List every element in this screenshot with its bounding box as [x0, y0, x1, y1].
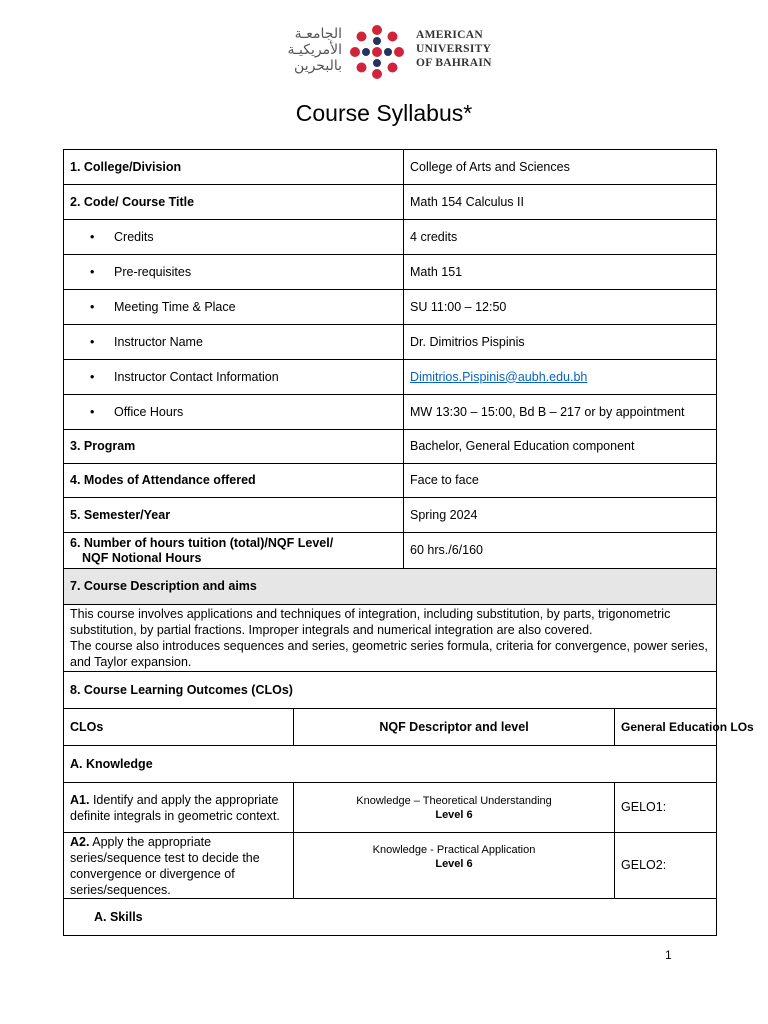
code-label: 2. Code/ Course Title — [64, 185, 404, 220]
clo-a2-gelo: GELO2: — [615, 833, 717, 899]
program-label: 3. Program — [64, 430, 404, 464]
office-label: Office Hours — [114, 404, 184, 419]
clo-a1-gelo: GELO1: — [615, 783, 717, 833]
prereq-label: Pre-requisites — [114, 264, 192, 279]
meeting-label-cell — [64, 290, 404, 325]
logo-english-name: AMERICAN UNIVERSITY OF BAHRAIN — [416, 29, 492, 69]
semester-value: Spring 2024 — [404, 498, 717, 533]
clos-heading: 8. Course Learning Outcomes (CLOs) — [64, 672, 717, 709]
clo-a1-cell — [64, 783, 294, 833]
hours-label-line-2: NQF Notional Hours — [82, 550, 202, 565]
gelo-column-header: General Education LOs — [615, 709, 717, 746]
nqf-column-header: NQF Descriptor and level — [294, 709, 615, 746]
office-label-cell — [64, 395, 404, 430]
description-text-2: The course also introduces sequences and series, geometric series formula, criteria for convergence, power series, and Taylor expansion. — [70, 639, 708, 669]
bullet-icon: • — [90, 299, 95, 314]
hours-label-cell — [64, 533, 404, 569]
table-row — [64, 833, 717, 899]
table-row — [64, 464, 717, 498]
syllabus-table — [63, 149, 754, 936]
table-row — [64, 672, 717, 709]
logo-arabic-name: الجامعـة الأمريكيـة بالبحرين — [287, 26, 342, 74]
clo-a2-nqf: Knowledge - Practical Application — [372, 844, 536, 856]
table-row — [64, 150, 717, 185]
table-row — [64, 290, 717, 325]
bullet-icon: • — [90, 404, 95, 419]
code-value: Math 154 Calculus II — [404, 185, 717, 220]
instructor-email-link[interactable]: Dimitrios.Pispinis@aubh.edu.bh — [410, 369, 588, 384]
page-title: Course Syllabus* — [295, 100, 473, 126]
table-row — [64, 533, 717, 569]
table-row — [64, 185, 717, 220]
clo-a2-nqf-cell — [294, 833, 615, 899]
prereq-label-cell — [64, 255, 404, 290]
clo-a1-nqf-cell — [294, 783, 615, 833]
hours-label-line-1: 6. Number of hours tuition (total)/NQF Level/ — [70, 535, 334, 550]
table-row — [64, 430, 717, 464]
program-value: Bachelor, General Education component — [404, 430, 717, 464]
table-row — [64, 783, 717, 833]
meeting-label: Meeting Time & Place — [114, 299, 236, 314]
bullet-icon: • — [90, 229, 95, 244]
description-cell — [64, 605, 717, 672]
bullet-icon: • — [90, 334, 95, 349]
clo-a1-id: A1. — [70, 792, 90, 807]
clo-a2-cell — [64, 833, 294, 899]
instructor-value: Dr. Dimitrios Pispinis — [404, 325, 717, 360]
instructor-label-cell — [64, 325, 404, 360]
table-row — [64, 255, 717, 290]
clo-a1-text: Identify and apply the appropriate definite integrals in geometric context. — [70, 792, 280, 823]
description-heading: 7. Course Description and aims — [64, 569, 717, 605]
contact-label-cell — [64, 360, 404, 395]
prereq-value: Math 151 — [404, 255, 717, 290]
bullet-icon: • — [90, 369, 95, 384]
office-value: MW 13:30 – 15:00, Bd B – 217 or by appointment — [404, 395, 717, 430]
hours-value: 60 hrs./6/160 — [404, 533, 717, 569]
meeting-value: SU 11:00 – 12:50 — [404, 290, 717, 325]
table-row — [64, 899, 717, 936]
bullet-icon: • — [90, 264, 95, 279]
table-row — [64, 220, 717, 255]
clo-a2-text: Apply the appropriate series/sequence test to decide the convergence or divergence of series/sequences. — [70, 834, 260, 897]
modes-label: 4. Modes of Attendance offered — [64, 464, 404, 498]
contact-label: Instructor Contact Information — [114, 369, 279, 384]
skills-heading: A. Skills — [64, 899, 717, 936]
clos-column-header: CLOs — [64, 709, 294, 746]
college-label: 1. College/Division — [64, 150, 404, 185]
table-row — [64, 605, 717, 672]
credits-label: Credits — [114, 229, 154, 244]
contact-value-cell — [404, 360, 717, 395]
table-row — [64, 395, 717, 430]
clo-a1-level: Level 6 — [435, 808, 473, 821]
table-row — [64, 569, 717, 605]
logo-rosette-icon — [347, 22, 407, 82]
instructor-label: Instructor Name — [114, 334, 203, 349]
college-value: College of Arts and Sciences — [404, 150, 717, 185]
credits-value: 4 credits — [404, 220, 717, 255]
clo-a2-id: A2. — [70, 834, 90, 849]
semester-label: 5. Semester/Year — [64, 498, 404, 533]
page-number: 1 — [665, 948, 672, 962]
university-logo — [262, 18, 512, 86]
clo-a2-level: Level 6 — [435, 858, 473, 870]
modes-value: Face to face — [404, 464, 717, 498]
table-row — [64, 498, 717, 533]
table-row — [64, 325, 717, 360]
table-row — [64, 360, 717, 395]
clo-a1-nqf: Knowledge – Theoretical Understanding — [356, 794, 552, 807]
credits-label-cell — [64, 220, 404, 255]
knowledge-heading: A. Knowledge — [64, 746, 717, 783]
description-text-1: This course involves applications and techniques of integration, including substitution, by parts, trigonometric substitution, by partial fractions. Improper integrals and numerical integration are also covered. — [70, 607, 671, 637]
table-row — [64, 746, 717, 783]
table-row — [64, 709, 717, 746]
